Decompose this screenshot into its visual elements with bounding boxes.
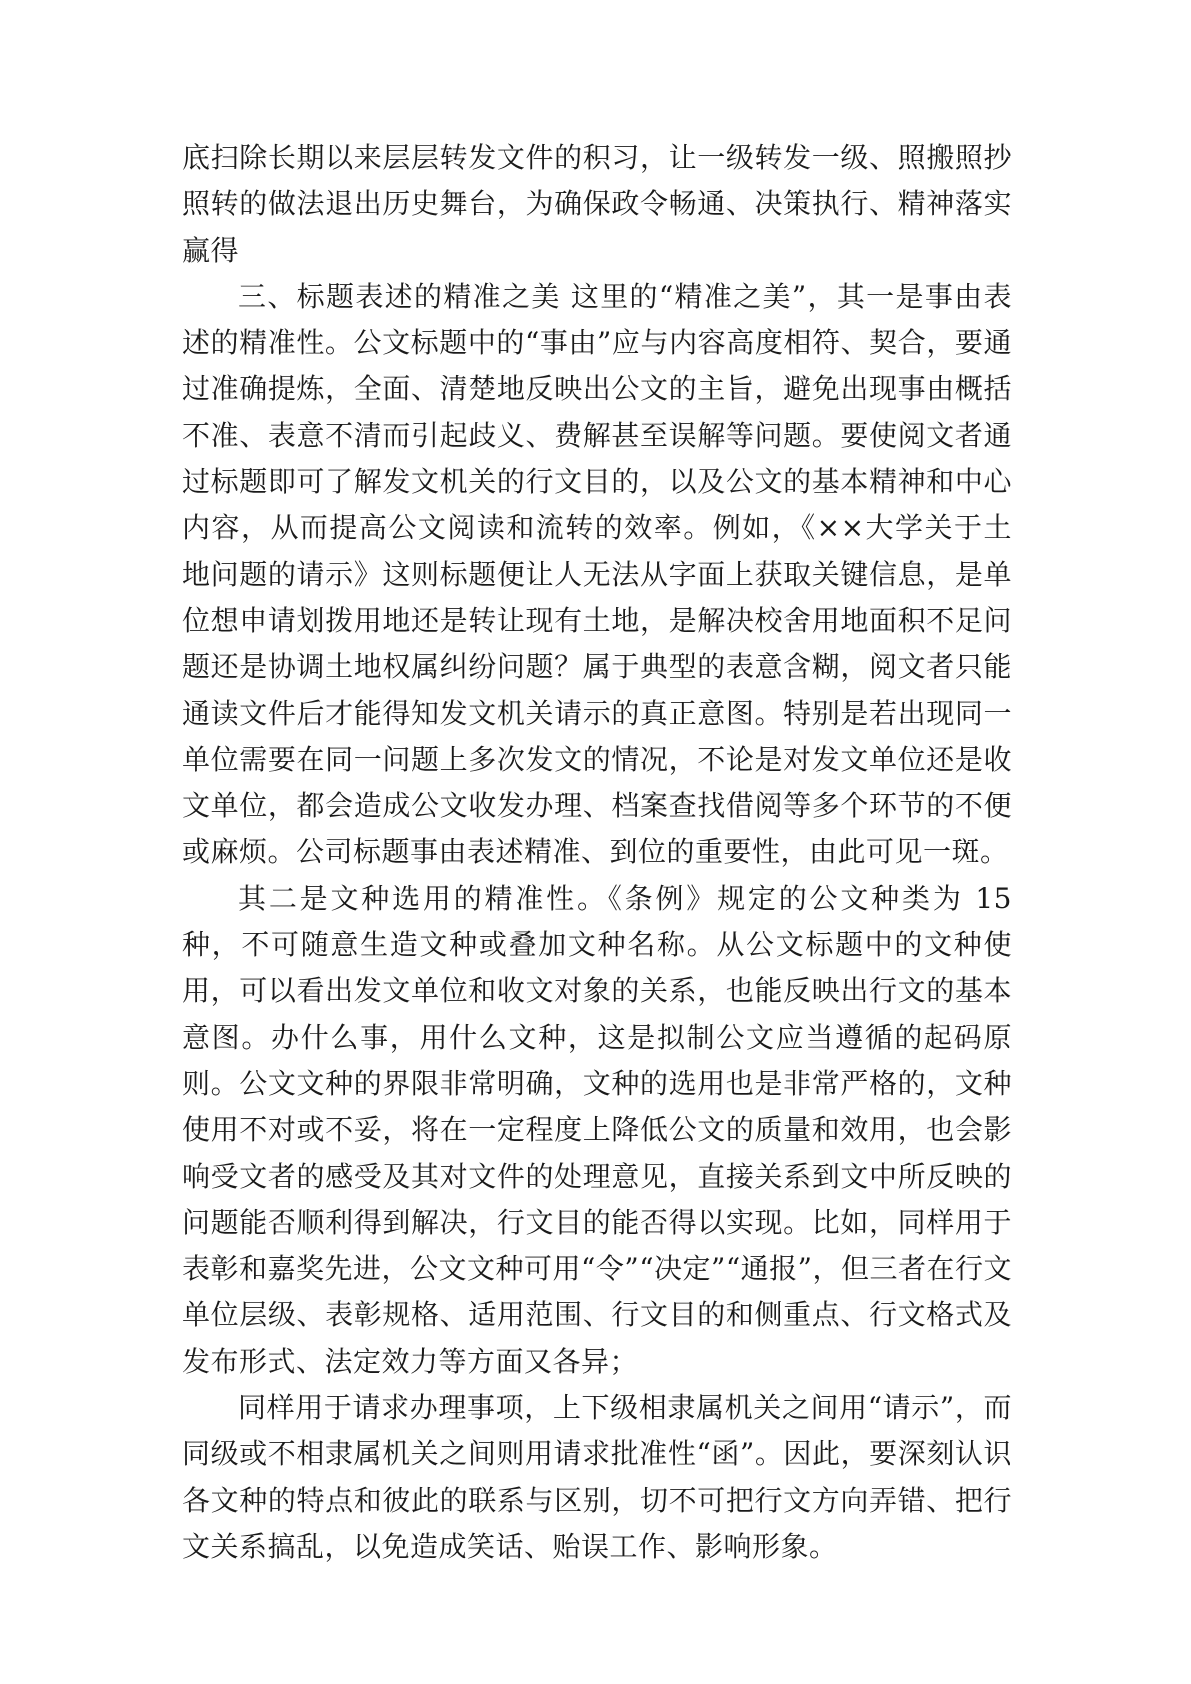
paragraph-request-matters: 同样用于请求办理事项，上下级相隶属机关之间用“请示”，而同级或不相隶属机关之间则用请求批准性“函”。因此，要深刻认识各文种的特点和彼此的联系与区别，切不可把行文方向弄错、把行文关系搞乱，以免造成笑话、贻误工作、影响形象。 [182, 1391, 1012, 1563]
paragraph-document-type: 其二是文种选用的精准性。《条例》规定的公文种类为 15 种，不可随意生造文种或叠加文种名称。从公文标题中的文种使用，可以看出发文单位和收文对象的关系，也能反映出行文的基本意图。办什么事，用什么文种，这是拟制公文应当遵循的起码原则。公文文种的界限非常明确，文种的选用也是非常严格的，文种使用不对或不妥，将在一定程度上降低公文的质量和效用，也会影响受文者的感受及其对文件的处理意见，直接关系到文中所反映的问题能否顺利得到解决，行文目的能否得以实现。比如，同样用于表彰和嘉奖先进，公文文种可用“令”“决定”“通报”，但三者在行文单位层级、表彰规格、适用范围、行文目的和侧重点、行文格式及发布形式、法定效力等方面又各异； [182, 881, 1012, 1378]
paragraph-title-precision: 三、标题表述的精准之美 这里的“精准之美”，其一是事由表述的精准性。公文标题中的“事由”应与内容高度相符、契合，要通过准确提炼，全面、清楚地反映出公文的主旨，避免出现事由概括不准、表意不清而引起歧义、费解甚至误解等问题。要使阅文者通过标题即可了解发文机关的行文目的，以及公文的基本精神和中心内容，从而提高公文阅读和流转的效率。例如，《××大学关于土地问题的请示》这则标题便让人无法从字面上获取关键信息，是单位想申请划拨用地还是转让现有土地，是解决校舍用地面积不足问题还是协调土地权属纠纷问题？属于典型的表意含糊，阅文者只能通读文件后才能得知发文机关请示的真正意图。特别是若出现同一单位需要在同一问题上多次发文的情况，不论是对发文单位还是收文单位，都会造成公文收发办理、档案查找借阅等多个环节的不便或麻烦。公司标题事由表述精准、到位的重要性，由此可见一斑。 [182, 279, 1012, 869]
document-body [182, 135, 1012, 1570]
paragraph-continuation: 底扫除长期以来层层转发文件的积习，让一级转发一级、照搬照抄照转的做法退出历史舞台，为确保政令畅通、决策执行、精神落实赢得 [182, 141, 1012, 267]
